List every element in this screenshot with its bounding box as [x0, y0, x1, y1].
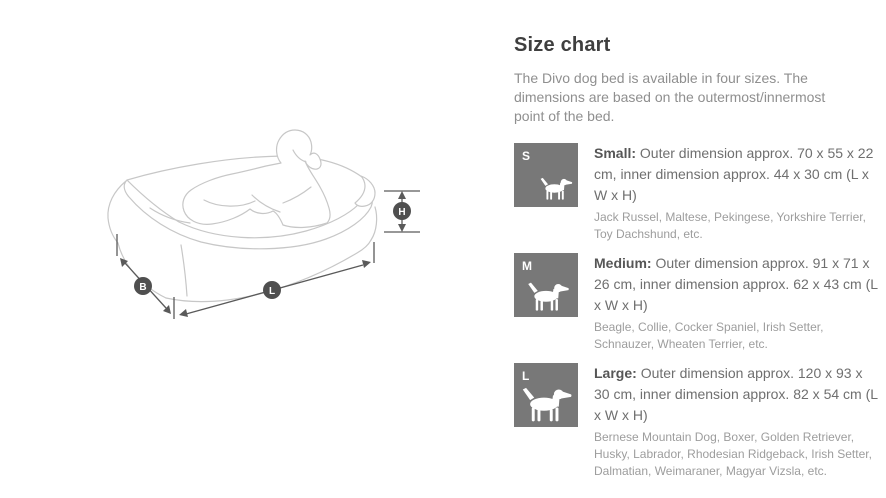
size-large-text — [594, 363, 880, 480]
size-small-tile — [514, 143, 578, 207]
dog-bed-dimension-diagram — [85, 90, 430, 335]
size-small-text — [594, 143, 880, 243]
size-medium-tile — [514, 253, 578, 317]
size-chart-description: The Divo dog bed is available in four sizes. The dimensions are based on the outermost/innermost point of the bed. — [514, 70, 826, 124]
size-medium-text — [594, 253, 880, 353]
size-small-letter: S — [522, 149, 531, 163]
size-small-dimensions: Small: Outer dimension approx. 70 x 55 x 22 cm, inner dimension approx. 44 x 30 cm (L x W x H) — [594, 145, 874, 203]
size-medium-letter: M — [522, 259, 532, 273]
size-large-letter: L — [522, 369, 530, 383]
size-large-tile — [514, 363, 578, 427]
size-chart-panel — [514, 34, 880, 490]
width-dimension — [117, 234, 174, 319]
small-dog-icon — [539, 177, 573, 201]
size-large-name: Large: — [594, 365, 637, 381]
size-medium-dimensions: Medium: Outer dimension approx. 91 x 71 x 26 cm, inner dimension approx. 62 x 43 cm (L x W x H) — [594, 255, 878, 313]
page-title: Size chart — [514, 34, 611, 56]
size-small-breeds: Jack Russel, Maltese, Pekingese, Yorkshire Terrier, Toy Dachshund, etc. — [594, 210, 866, 241]
large-dog-icon — [520, 387, 573, 423]
medium-dog-icon — [526, 282, 570, 312]
size-row-medium — [514, 253, 880, 353]
dog-outline-drawing — [183, 130, 330, 227]
size-small-name: Small: — [594, 145, 637, 161]
size-large-dimensions: Large: Outer dimension approx. 120 x 93 x 30 cm, inner dimension approx. 82 x 54 cm (L x W x H) — [594, 365, 878, 423]
size-row-large — [514, 363, 880, 480]
length-label: L — [268, 286, 276, 297]
size-medium-breeds: Beagle, Collie, Cocker Spaniel, Irish Setter, Schnauzer, Wheaten Terrier, etc. — [594, 320, 824, 351]
length-dimension — [179, 242, 374, 317]
size-medium-name: Medium: — [594, 255, 652, 271]
height-label: H — [398, 207, 406, 218]
size-large-breeds: Bernese Mountain Dog, Boxer, Golden Retriever, Husky, Labrador, Rhodesian Ridgeback, Irish Setter, Dalmatian, Weimaraner, Magyar Vizsla, etc. — [594, 430, 872, 478]
size-row-small — [514, 143, 880, 243]
width-label: B — [139, 282, 147, 293]
height-dimension — [384, 191, 420, 232]
